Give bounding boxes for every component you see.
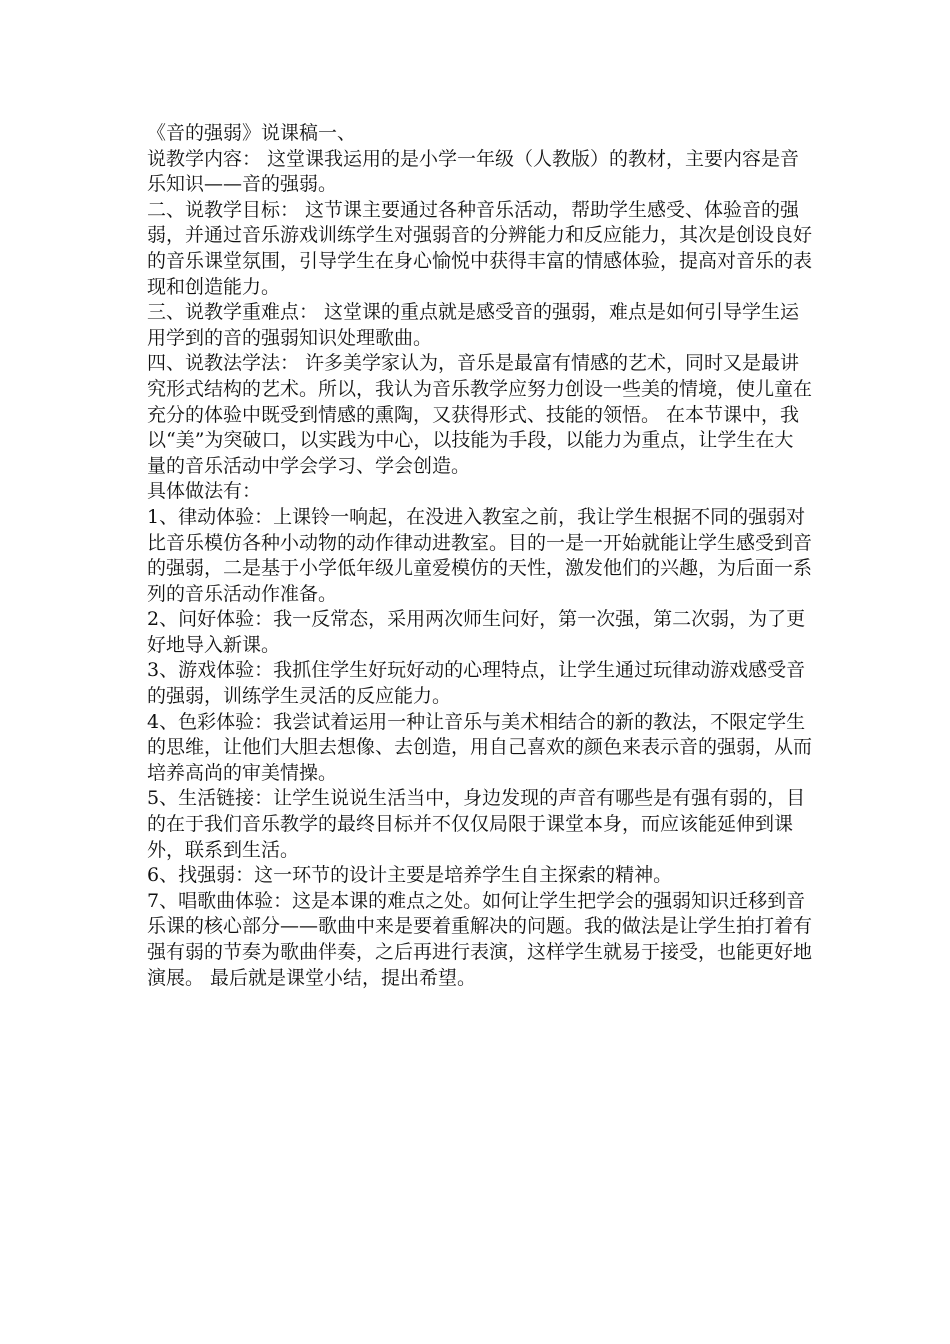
method-item-5: 5、生活链接：让学生说说生活当中，身边发现的声音有哪些是有强有弱的，目的在于我们音乐教学的最终目标并不仅仅局限于课堂本身，而应该能延伸到课外，联系到生活。 xyxy=(147,787,806,861)
document-body xyxy=(147,121,812,991)
section-teaching-content: 说教学内容： 这堂课我运用的是小学一年级（人教版）的教材，主要内容是音乐知识——音的强弱。 xyxy=(147,147,800,196)
method-item-1: 1、律动体验：上课铃一响起，在没进入教室之前，我让学生根据不同的强弱对比音乐模仿各种小动物的动作律动进教室。目的一是一开始就能让学生感受到音的强弱，二是基于小学低年级儿童爱模仿的天性，激发他们的兴趣，为后面一系列的音乐活动作准备。 xyxy=(147,505,813,605)
section-key-difficulties: 三、说教学重难点： 这堂课的重点就是感受音的强弱，难点是如何引导学生运用学到的音的强弱知识处理歌曲。 xyxy=(147,301,800,349)
section-teaching-goals: 二、说教学目标： 这节课主要通过各种音乐活动，帮助学生感受、体验音的强弱，并通过音乐游戏训练学生对强弱音的分辨能力和反应能力，其次是创设良好的音乐课堂氛围，引导学生在身心愉悦中获得丰富的情感体验，提高对音乐的表现和创造能力。 xyxy=(147,198,813,298)
document-title-line: 《音的强弱》说课稿一、 xyxy=(147,122,357,144)
specific-methods-heading: 具体做法有： xyxy=(147,480,262,503)
section-teaching-methods: 四、说教法学法： 许多美学家认为，音乐是最富有情感的艺术，同时又是最讲究形式结构的艺术。所以，我认为音乐教学应努力创设一些美的情境，使儿童在充分的体验中既受到情感的熏陶，又获得形式、技能的领悟。 在本节课中，我以“美”为突破口，以实践为中心，以技能为手段，以能力为重点，让学生在大量的音乐活动中学会学习、学会创造。 xyxy=(147,352,813,477)
method-item-7: 7、唱歌曲体验：这是本课的难点之处。如何让学生把学会的强弱知识迁移到音乐课的核心部分——歌曲中来是要着重解决的问题。我的做法是让学生拍打着有强有弱的节奏为歌曲伴奏，之后再进行表演，这样学生就易于接受，也能更好地演展。 最后就是课堂小结，提出希望。 xyxy=(147,889,813,989)
method-item-3: 3、游戏体验：我抓住学生好玩好动的心理特点，让学生通过玩律动游戏感受音的强弱，训练学生灵活的反应能力。 xyxy=(147,659,806,708)
method-item-2: 2、问好体验：我一反常态，采用两次师生问好，第一次强，第二次弱，为了更好地导入新课。 xyxy=(147,608,806,656)
method-item-6: 6、找强弱：这一环节的设计主要是培养学生自主探索的精神。 xyxy=(147,864,673,887)
method-item-4: 4、色彩体验：我尝试着运用一种让音乐与美术相结合的新的教法，不限定学生的思维，让他们大胆去想像、去创造，用自己喜欢的颜色来表示音的强弱，从而培养高尚的审美情操。 xyxy=(147,710,813,784)
